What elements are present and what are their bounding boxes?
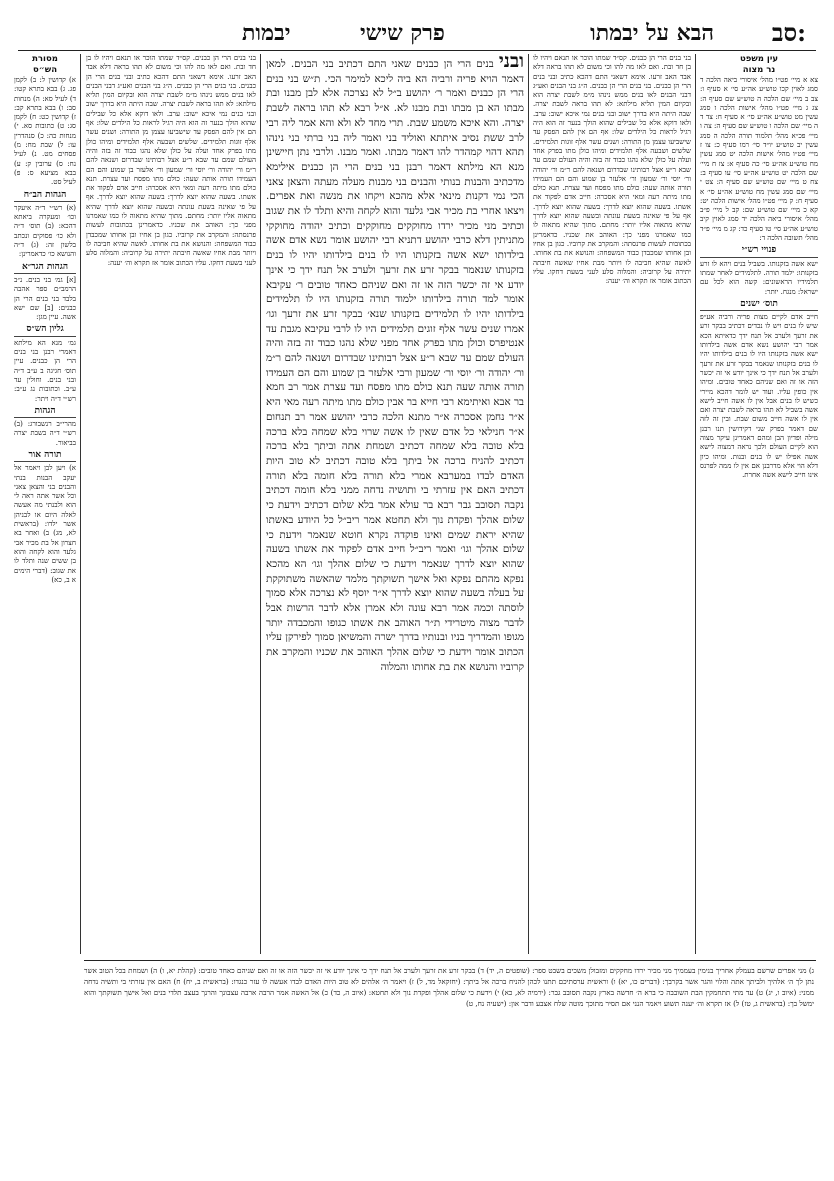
gilyon-hashas-text: גמ׳ מנא הא מילתא דאמרי רבנן בני בנים הרי הן כבנים. עיין תוס׳ חגיגה ב ע״ב ד״ה ובני בנים. וחולין עד ע״ב. וכתובות נג ע״ב: רש״י ד״ה ויתר: <box>14 338 76 403</box>
gemara-line: אל ביתך בלא טובה דכתיב לא טוב היות האדם לבדו <box>266 454 524 482</box>
hagahot-bach-title: הגהות הב״ח <box>14 191 76 202</box>
hagahot-gra-text: [א] גמ׳ בני בנים. נ״ב הרמב״ם ספר אהבה בלבד בני בנים הרי הן כבנים: [ב] שם ישא אשה. עיין מגן: <box>14 275 76 322</box>
gemara-line: אמר רב תנחום א״ר חנילאי כל אדם שאין לו אשה שרוי <box>266 410 524 438</box>
daf-number: סב: <box>771 18 806 47</box>
footnotes: ג) מני אפרים שרשם בעמלק אחריך בנימין בעממיך מני מכיר ירדו מחקקים ומזבולן משכים בשבט ספר: (שופטים ה, יד) ד) בבקר זרע את זרעך ולערב אל תנח ידך כי אינך יודע אי זה יכשר הזה או זה ואם שניהם כאחד טובים: (קהלת יא, ו) ה) ושמחת בכל הטוב אשר נתן לך ה׳ אלהיך ולביתך אתה והלוי והגר אשר בקרבך: (דברים כו, יא) ו) וראשית ערסתיכם תתנו לכהן להניח ברכה אל ביתך: (יחזקאל מד, ל) ז) ויאמר ה׳ אלהים לא טוב היות האדם לבדו אעשה לו עזר כנגדו: (בראשית ב, יח) ח) האם אין עזרתי בי ותשיה נדחה ממני: (איוב ו, יג) ט) עד מתי תתחמקין הבת השובבה כי ברא ה׳ חדשה בארץ נקבה תסובב גבר: (ירמיה לא, כא) י) וידעת כי שלום אהלך ופקדת נוך ולא תחטא: (איוב ה, כד) כ) אל האשה אמר הרבה ארבה עצבונך והרנך בעצב תלדי בנים ואל אישך תשוקתך והוא ימשל בך: (בראשית ג, טז) ל) אז תקרא וה׳ יענה תשוע ויאמר הנני אם תסיר מתוכך מוטה שלח אצבע ודבר און: (ישעיה נח, ט) <box>84 966 814 1008</box>
gemara-line: אותה שעה תנא כולם מתו מפסח ועד עצרת אמר רב חמא <box>266 381 501 394</box>
outer-commentary-text: בני בנים הרי הן כבנים. קס״ד שמתו הוכר או תנאם ויהיו לו בן חד ובת. ואם לאו מה להו וכי משום לא תהו בראה דלא אבד האב זרעו. אימא דשאני התם דהכא כתיב ובני בנים הרי הן כבנים. בני בנים הרי הן כבנים. ה״ג בני הבנים ואע״ג דבני הבנים לאו בנים ממש נינהו מ״מ לשבת יצרה הוא ובקיום המין תליא מילתא: לא תהו בראה לשבת יצרה. שבה היתה היא בדרך ישוב ובני בנים נמי איכא ישוב: ערב. ולאו דוקא אלא כל שבילים שהוא הולך בנער זה הוא היה רגיל לראות כל הילדים שלו: אף הם אין להם הפסק עד שישביעו עצמן מן התורה: ושנים עשר אלף זוגות תלמידים. שלשים ושבעה אלף תלמידים ומיהו כולן מתו בפרק אחד ועלה על כולן שלא נהגו כבוד זה בזה והיה העולם שמם עד שבא ר״ע אצל רבותינו שבדרום ושנאה להם ר״מ ור׳ יהודה ור׳ יוסי ור׳ שמעון ור׳ אלעזר בן שמוע והם הם העמידו תורה אותה שעה: כולם מתו מפסח ועד עצרת. תנא כולם מתו מיתה רעה ומאי היא אסכרה: חייב אדם לפקוד את אשתו. בשעה שהוא יוצא לדרך: בשעה שהוא יוצא לדרך. אף על פי שאינה בשעת עונתה ובשעה שהוא יוצא לדרך שהיא מתאוה אליו יותר: מחתם. מתוך שהיא מתאוה לו כמו שאמרנו מפני כך: האוהב את שכניו. כדאמרינן בכתובות לעשות פרנסתה: והמקרב את קרוביו. כגון בן אחיו ובן אחותו שמכבדן כבוד המשפחה: והנושא את בת אחותו. לאשה שהיא חביבה לו ויותר מבת אחיו שאשה חיבתה יתירה על קרוביה: והמלוה סלע לעני בשעת דחקו. עליו הכתוב אומר אז תקרא וה׳ יענה: <box>86 54 256 267</box>
gemara-line: מינאי אלא מהכא ויקחו את מנשה ואת אפרים. <box>266 190 461 203</box>
gemara-line: היו לו בנים בילדותו יהיו לו בנים בזקנותו <box>266 249 524 276</box>
gemara-line: ושמחת אתה וביתך בלא ברכה דכתיב להניח ברכה <box>266 440 524 467</box>
gemara-line: ויצאו אחרי בת מכיר אבי גלעד והוא לקחה והיא <box>333 205 524 218</box>
gilyon-hashas-title: גליון הש״ס <box>14 325 76 336</box>
page-header <box>0 20 834 46</box>
gemara-line: דכתיב האם אין עזרתי בי ותושיה נדחה ממני בלא <box>315 484 524 497</box>
gemara-line: והמקרב את קרוביו והנושא את בת אחותו והמלוה <box>266 646 524 673</box>
torah-or-text: א) ויען לבן ויאמר אל יעקב הבנות בנתי והבנים בני והצאן צאני וכל אשר אתה ראה לי הוא ולבנתי מה אעשה לאלה היום או לבניהן אשר ילדו: (בראשית לא, מג) ב) ואחר בא חצרון אל בת מכיר אבי גלעד והוא לקחה והוא בן ששים שנה ותלד לו את שגוב: (דברי הימים א ב, כא) <box>14 464 76 584</box>
gemara-line: ולא אמרן אלא לדבר הרשות אבל לדבר מצוה מיטרידי <box>266 602 524 629</box>
gemara-line: מחוקקים וכתיב יהודה מחוקקי מתניתין <box>266 219 524 247</box>
tosafot-yeshanim-text: חייב אדם לקיים מצות פריה ורביה אע״פ שיש לו בנים ויש לו נכדים דכתיב בבקר זרע את זרעך ולערב אל תנח ידך כדאיתא הכא אמר רבי יהושע נשא אדם אשה בילדותו ישא אשה בזקנותו היו לו בנים בילדותו יהיו לו בנים בזקנותו שנאמר בבקר זרע את זרעך ולערב אל תנח ידך כי אינך יודע אי זה יכשר הזה או זה ואם שניהם כאחד טובים. ומיהו אין כופין עליו. ועוד יש לומר דהכא מיירי כשיש לו בנים אבל אין לו אשה חייב לישא אשה בשביל לא תהו בראה לשבת יצרה ואם אין לו אשה חייב משום שבת. ובין זה לזה שם דאמר בפרק שני דקידושין תנו רבנן מילה ופדיון הבן ומהם דאמרינן עיקר מצוה הוא לקיים העולם ולכך נראה דמצוה לישא אשה אפילו יש לו בנים ובנות. ומיהו כיון דלא הוי אלא מדרבנן אם אין לו ממה לפרנס אינו חייב לישא אשה אחרת. <box>700 313 818 480</box>
gemara-line: ת״ר האוהב את אשתו כגופו והמכבדה יותר מגופו והמדריך <box>266 616 524 644</box>
gemara-line: עשר אלף זוגים תלמידים היו לו לרבי עקיבא מגבת <box>276 322 478 335</box>
gemara-line: אמר ריב״ל כל היודע באשתו שהיא יראת שמים ואינו <box>266 513 524 541</box>
rashi-pointers-title: פנויי רש״י <box>700 246 818 257</box>
gemara-line: יוצא לדרך שנאמר וידעת כי שלום אהלך וגו׳ הא מהכא <box>266 557 497 570</box>
gemara-line: יהושע ב״ל לא נצרכה אלא לבן מבנו ובת מבתו הא <box>266 87 524 115</box>
tosafot-yeshanim-title: תוס׳ ישנים <box>700 300 818 311</box>
footnote-rule <box>84 960 816 961</box>
commentary-column <box>533 54 691 954</box>
gemara-line: עד אנטיפרס וכולן מתו בפרק אחד מפני שלא נהגו כבוד זה <box>266 322 524 350</box>
gemara-line: בן מבתו ובת מבנו לא. א״ל רבא לא תהו בראה <box>289 102 484 115</box>
gemara-line: מדכתיב והבנות בנותי והבנים בני מבנות מעלה <box>338 175 524 188</box>
header-rule <box>18 50 816 51</box>
tractate-name: יבמות <box>242 20 291 46</box>
gemara-line: ואמר ריב״ל חייב אדם לפקוד את אשתו בשעה שהוא <box>266 543 524 570</box>
divider-gemara <box>260 54 261 954</box>
gemara-line: משתוקקת על בעלה בשעה שהוא יוצא לדרך א״ר יוסף <box>266 572 524 600</box>
gemara-line: מעתה והצאן צאני הכי נמי דקנות <box>266 175 524 203</box>
gemara-line: בניו ובנותיו בדרך ישרה והמשיאן סמוך לפירקן עליו <box>266 631 465 644</box>
gemara-line: מאי היא א״ר נחמן אסכרה א״ר מתנא הלכה כרבי יהושע <box>266 396 524 423</box>
left-margin-column <box>14 54 76 954</box>
gemara-line: מנא הא מילתא דאמר רבנן בני בנים הרי הן כבנים אילימא <box>266 160 524 173</box>
gemara-line: דאמר מבתו. ואמר מבנו. ולרבי נתן חיישינן <box>266 146 434 159</box>
gemara-line: דלא כרבי יהושע דתניא רבי יהושע אומר <box>326 234 491 247</box>
opening-word: ובני <box>498 54 524 72</box>
gemara-line: חומה דכתיב נקבה תסובב גבר רבא בר עולא אמר בלא <box>266 484 524 512</box>
gemara-line: שנאמר בבקר זרע את זרעך ולערב אל תנח <box>312 263 492 276</box>
gemara-line: פוקדה נקרא חוטא שנאמר וידעת כי שלום אהלך וגו׳ <box>266 528 524 556</box>
outer-commentary-column <box>86 54 256 954</box>
ein-mishpat-title: עין משפט נר מצוה <box>739 54 778 75</box>
divider-left-margin <box>80 54 81 954</box>
gemara-line: ת״ש בני בנים הרי הן כבנים ואמר ר׳ <box>266 72 524 100</box>
gemara-line: בר אבא ואיתימא רבי חייא בר אבין כולם מתו מיתה רעה <box>299 396 524 409</box>
gemara-line: בנים הרי הן כבנים שאני התם דכתיב בני הבנים. <box>285 58 494 70</box>
right-margin-column <box>700 54 818 954</box>
gemara-line: בלא שמחה בלא ברכה בלא טובה בלא שמחה דכתיב <box>266 425 524 453</box>
gemara-line: תרי מחד לא ולא והא אמר ליה רבי לרב <box>266 116 524 144</box>
divider-commentary <box>528 54 529 954</box>
hagahot-text: מהרי״ב רנשבורג: (ב) רש״י ד״ה בשבת יצרה בביאור. <box>14 420 76 447</box>
gemara-line: נשא אדם אשה בילדותו ישא אשה בזקנותו <box>266 234 524 262</box>
gemara-line: שנא׳ בבקר זרע את זרעך וגו׳ אמרו שנים <box>266 307 524 335</box>
hagahot-bach-text: (א) רש״י ד״ה איעקר וכו׳ ומעקרה ביאתא דהכא: (ב) תוס׳ ד״ה ולא כו׳ פסוקים ונכתב בלשון זה: (ג) ד״ה והנושא כו׳ כדאמרינן: <box>14 203 76 259</box>
torah-or-title: תורה אור <box>14 451 76 462</box>
gemara-line: לא נצרכה אלא סמוך לוסתה וכמה אמר רבא עונה <box>266 587 524 615</box>
rashi-pointers-text: ישא אשה בזקנותו. בשביל בנים ויהא לו זרע בזקנותו: ילמד תורה. לתלמידים לאחר שמתו תלמידיו הראשונים: קשה הוא לכל עם ישראל: מנגח. יותר: <box>700 259 818 296</box>
gemara-line: ידך כי אינך יודע אי זה יכשר הזה או זה ואם <box>266 263 524 291</box>
gemara-line: למאן דאמר הויא פריה ורביה הא ביה ליכא למימר הכי. <box>266 58 524 85</box>
divider-right-margin <box>695 54 696 954</box>
gemara-line: במערבא אמרי בלא תורה בלא חומה בלא תורה <box>266 469 471 482</box>
masoret-hashas-text: א) קדושין ל: ב) לקמן פג. ג) בבא בתרא קטו: ד) לעיל סא: ה) מנחות סב: ו) בבא בתרא קב: ז) קדושין כט: ח) לקמן סג: ט) כתובות סא. י) מנחות כה: כ) סנהדרין עו: ל) שבת מח: מ) פסחים מט. נ) לעיל נח: ס) ערובין ק: ע) בבא מציעא ס: פ) לעיל סט. <box>14 76 76 187</box>
gemara-body <box>266 58 524 673</box>
masoret-hashas-title: מסורת הש״ס <box>32 54 58 75</box>
gemara-line: שלום דכתיב וידעת כי שלום אהלך ופקדת נוך ולא תחטא <box>266 499 524 526</box>
gemara-line: ור׳ שמעון ורבי אלעזר בן שמוע והם הם העמידו תורה <box>266 366 524 394</box>
gemara-line: נפקא מהתם נפקא ואל אישך תשוקתך מלמד שהאשה <box>305 572 524 585</box>
gemara-line: בזה והיה העולם שמם עד שבא ר״ע אצל רבותינו <box>266 337 524 365</box>
commentary-text: בני בנים הרי הן כבנים. קס״ד שמתו הוכר או תנאם ויהיו לו בן חד ובת. ואם לאו מה להו וכי משום לא תהו בראה דלא אבד האב זרעו. אימא דשאני התם דהכא כתיב ובני בנים הרי הן כבנים. בני בנים הרי הן כבנים. ה״ג בני הבנים ואע״ג דבני הבנים לאו בנים ממש נינהו מ״מ לשבת יצרה הוא ובקיום המין תליא מילתא: לא תהו בראה לשבת יצרה. שבה היתה היא בדרך ישוב ובני בנים נמי איכא ישוב: ערב. ולאו דוקא אלא כל שבילים שהוא הולך בנער זה הוא היה רגיל לראות כל הילדים שלו: אף הם אין להם הפסק עד שישביעו עצמן מן התורה: ושנים עשר אלף זוגות תלמידים. שלשים ושבעה אלף תלמידים ומיהו כולן מתו בפרק אחד ועלה על כולן שלא נהגו כבוד זה בזה והיה העולם שמם עד שבא ר״ע אצל רבותינו שבדרום ושנאה להם ר״מ ור׳ יהודה ור׳ יוסי ור׳ שמעון ור׳ אלעזר בן שמוע והם הם העמידו תורה אותה שעה: כולם מתו מפסח ועד עצרת. תנא כולם מתו מיתה רעה ומאי היא אסכרה: חייב אדם לפקוד את אשתו. בשעה שהוא יוצא לדרך: בשעה שהוא יוצא לדרך. אף על פי שאינה בשעת עונתה ובשעה שהוא יוצא לדרך שהיא מתאוה אליו יותר: מחתם. מתוך שהיא מתאוה לו כמו שאמרנו מפני כך: האוהב את שכניו. כדאמרינן בכתובות לעשות פרנסתה: והמקרב את קרוביו. כגון בן אחיו ובן אחותו שמכבדן כבוד המשפחה: והנושא את בת אחותו. לאשה שהיא חביבה לו ויותר מבת אחיו שאשה חיבתה יתירה על קרוביה: והמלוה סלע לעני בשעת דחקו. עליו הכתוב אומר אז תקרא וה׳ יענה: <box>533 54 691 286</box>
hagahot-gra-title: הגהות הגר״א <box>14 263 76 274</box>
gemara-line: ששת נסיב איתתא ואוליד בני ואמר ליה <box>338 131 505 144</box>
hagahot-title: הגהות <box>14 407 76 418</box>
gemara-line: ותלד לו את שגוב וכתיב מני מכיר ירדו מחוקקים <box>266 205 524 232</box>
perek-label: פרק שישי <box>360 20 445 46</box>
ein-mishpat-text: צא א מיי׳ פט״ו מהל׳ איסורי ביאה הלכה ד סמג לאוין קכו טוש״ע אה״ע סי׳ א סעיף ו: צב ב מיי׳ שם הלכה ה טוש״ע שם סעיף ה: צג ג מיי׳ פט״ו מהל׳ אישות הלכה ז סמג עשין מט טוש״ע אה״ע סי׳ א סעיף ח: צד ד ה מיי׳ שם הלכה ו טוש״ע שם סעיף ה: צה ו מיי׳ פכ״א מהל׳ תלמוד תורה הלכה ה סמג עשין יב טוש״ע יו״ד סי׳ רמו סעיף כ: צו ז מיי׳ פט״ו מהל׳ אישות הלכה יט סמג עשין מח טוש״ע אה״ע סי׳ כה סעיף א: צז ח מיי׳ שם הלכה יט טוש״ע אה״ע סי׳ עו סעיף ב: צח ט מיי׳ שם טוש״ע שם סעיף ה: צט י מיי׳ שם סמג עשין מח טוש״ע אה״ע סי׳ א סעיף ח: ק מיי׳ פט״ו מהל׳ אישות הלכה יט: קא כ מיי׳ שם טוש״ע שם: קב ל מיי׳ פ״ב מהל׳ איסורי ביאה הלכה יד סמג לאוין קיב טוש״ע אה״ע סי׳ טו סעיף כד: קג מ מיי׳ פ״ד מהל׳ תשובה הלכה ד: <box>700 76 818 243</box>
chapter-title: הבא על יבמתו <box>590 20 714 46</box>
gemara-column <box>266 54 524 954</box>
gemara-line: בילדותו ילמוד תורה בזקנותו היו לו <box>299 293 452 306</box>
gemara-line: לשבת יצרה. והא איכא משמע שבת. <box>266 102 524 129</box>
gemara-line: הכתוב אומר וידעת כי שלום אהלך האוהב את שכניו <box>312 646 524 659</box>
gemara-line: בני ברתי בני נינהו תהא דהוי קמהדר להו <box>266 131 524 159</box>
gemara-line: שניהם כאחד טובים ר׳ עקיבא אומר למד תורה <box>266 278 524 306</box>
gemara-line: שבדרום ושנאה להם ר״מ ור׳ יהודה ור׳ יוסי <box>266 352 524 379</box>
gemara-line: תלמידים בילדותו יהיו לו תלמידים בזקנותו <box>266 293 524 320</box>
